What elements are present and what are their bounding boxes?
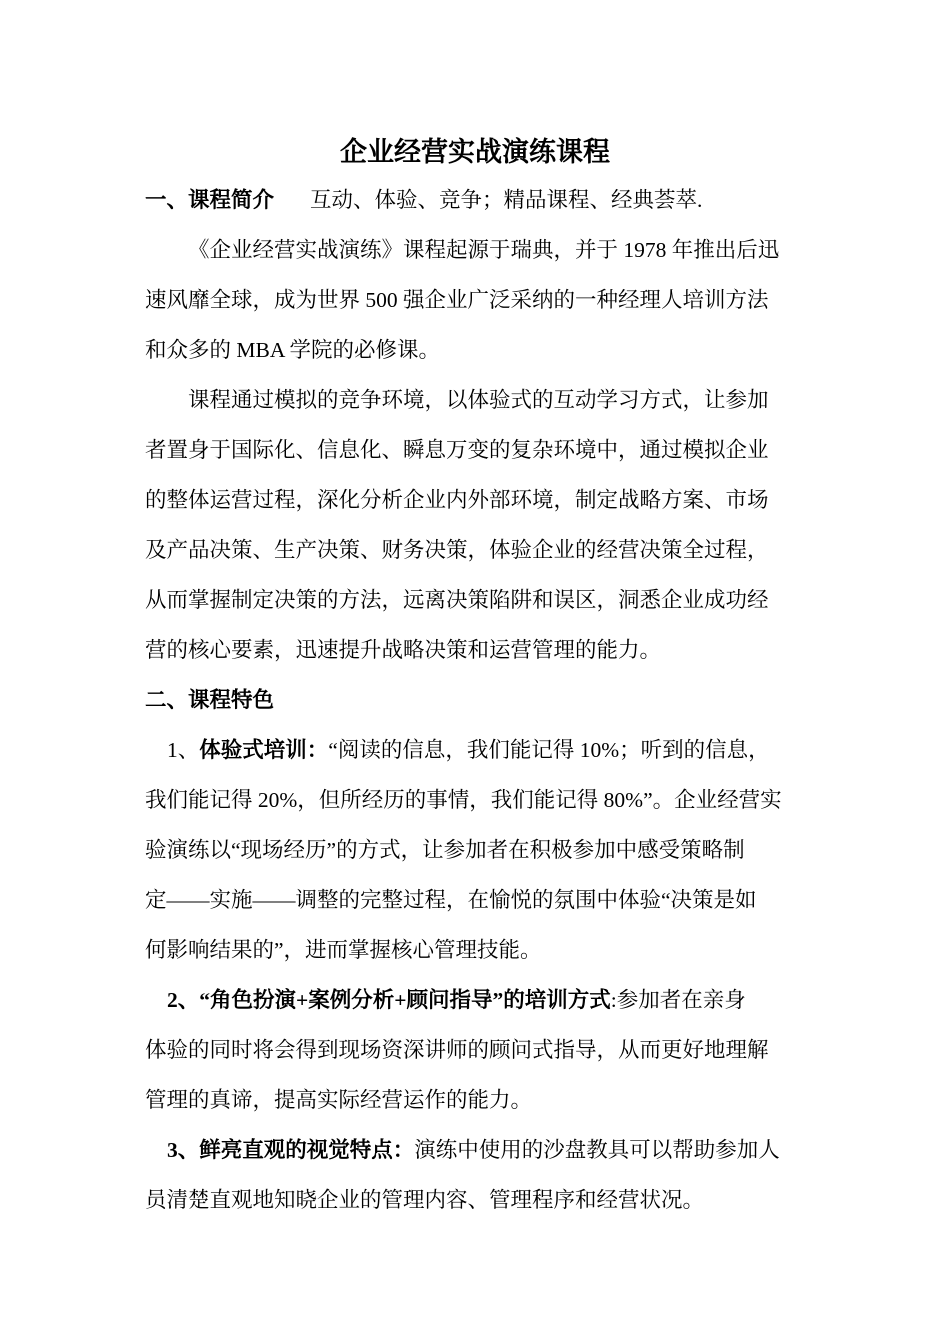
- paragraph-line: 何影响结果的”，进而掌握核心管理技能。: [145, 938, 542, 962]
- paragraph-line: 《企业经营实战演练》课程起源于瑞典，并于 1978 年推出后迅: [188, 238, 780, 262]
- item2-label: 2、“角色扮演+案例分析+顾问指导”的培训方式: [167, 988, 611, 1012]
- paragraph-line: 及产品决策、生产决策、财务决策，体验企业的经营决策全过程，: [145, 538, 769, 562]
- paragraph-line: 员清楚直观地知晓企业的管理内容、管理程序和经营状况。: [145, 1188, 705, 1212]
- item1-first-line: [167, 735, 770, 765]
- paragraph-line: 管理的真谛，提高实际经营运作的能力。: [145, 1088, 533, 1112]
- paragraph-line: 和众多的 MBA 学院的必修课。: [145, 338, 441, 362]
- item1-label: 体验式培训：: [199, 738, 329, 762]
- section1-heading: 一、课程简介: [145, 188, 275, 212]
- section1-tagline: 互动、体验、竞争；精品课程、经典荟萃.: [310, 188, 703, 212]
- item3-text: 演练中使用的沙盘教具可以帮助参加人: [414, 1138, 780, 1162]
- paragraph-line: 从而掌握制定决策的方法，远离决策陷阱和误区，洞悉企业成功经: [145, 588, 769, 612]
- paragraph-line: 我们能记得 20%，但所经历的事情，我们能记得 80%”。企业经营实: [145, 788, 782, 812]
- paragraph-line: 课程通过模拟的竞争环境，以体验式的互动学习方式，让参加: [188, 388, 769, 412]
- paragraph-line: 验演练以“现场经历”的方式，让参加者在积极参加中感受策略制: [145, 838, 745, 862]
- item3-first-line: [167, 1135, 780, 1165]
- item2-colon: :: [610, 988, 617, 1012]
- section1-heading-line: [145, 185, 702, 215]
- item1-number: 1、: [167, 738, 200, 762]
- paragraph-line: 的整体运营过程，深化分析企业内外部环境，制定战略方案、市场: [145, 488, 769, 512]
- section2-heading: 二、课程特色: [145, 688, 275, 712]
- paragraph-line: 体验的同时将会得到现场资深讲师的顾问式指导，从而更好地理解: [145, 1038, 769, 1062]
- item2-first-line: [167, 985, 746, 1015]
- paragraph-line: 者置身于国际化、信息化、瞬息万变的复杂环境中，通过模拟企业: [145, 438, 769, 462]
- paragraph-line: 速风靡全球，成为世界 500 强企业广泛采纳的一种经理人培训方法: [145, 288, 769, 312]
- item3-label: 3、鲜亮直观的视觉特点：: [167, 1138, 415, 1162]
- item1-text: “阅读的信息，我们能记得 10%；听到的信息，: [328, 738, 770, 762]
- document-title: 企业经营实战演练课程: [340, 137, 610, 167]
- paragraph-line: 营的核心要素，迅速提升战略决策和运营管理的能力。: [145, 638, 662, 662]
- paragraph-line: 定——实施——调整的完整过程，在愉悦的氛围中体验“决策是如: [145, 888, 757, 912]
- item2-text: 参加者在亲身: [616, 988, 746, 1012]
